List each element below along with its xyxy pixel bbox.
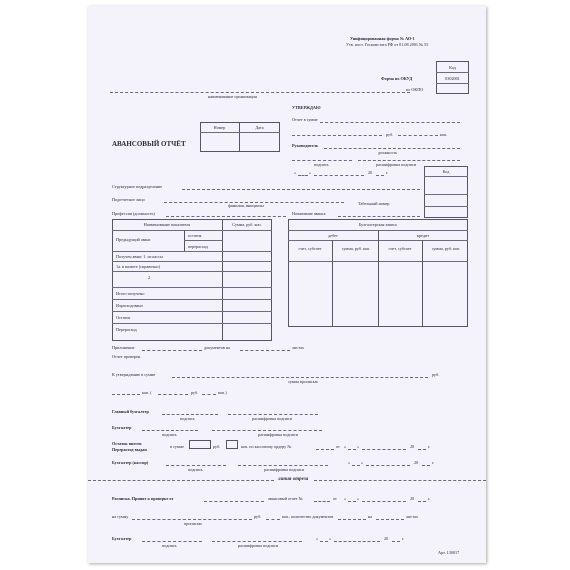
code-label: Код xyxy=(449,65,456,70)
org-line xyxy=(110,92,410,93)
head-label: Руководитель xyxy=(292,143,319,148)
lt-row: Получен аванс 1. из кассы xyxy=(116,254,163,259)
chief-acc-label: Главный бухгалтер xyxy=(112,409,149,414)
purpose-label: Назначение аванса xyxy=(292,211,326,216)
lt-row: Предыдущий аванс xyxy=(116,237,151,242)
appendix-label: Приложение xyxy=(112,345,135,350)
lt-row: 1а. в валюте (справочно) xyxy=(116,264,161,269)
cut-line-left xyxy=(88,480,274,481)
approve-title: УТВЕРЖДАЮ xyxy=(292,105,321,110)
sum-kop-box[interactable] xyxy=(226,440,238,449)
accountable-label: Подотчетное лицо xyxy=(112,197,145,202)
okud-label: Форма по ОКУД xyxy=(381,76,413,81)
lt-row: остаток xyxy=(188,233,202,238)
cut-line-right xyxy=(314,480,486,481)
lt-row: Перерасход xyxy=(116,327,137,332)
checked-label: Отчет проверен xyxy=(112,354,141,359)
balance-in-label: Остаток внесен xyxy=(112,441,142,446)
org-caption: наименование организации xyxy=(208,94,257,99)
okpo-label: по ОКПО xyxy=(406,87,424,92)
overspend-label: Перерасход выдан xyxy=(112,447,147,452)
lt-row: 2 xyxy=(148,275,151,280)
accountant-label: Бухгалтер xyxy=(112,425,132,430)
rt-credit: кредит xyxy=(416,233,430,238)
lt-header-name: Наименование показателя xyxy=(143,222,191,227)
doc-title: АВАНСОВЫЙ ОТЧЁТ xyxy=(112,140,186,148)
division-label: Структурное подразделение xyxy=(112,184,163,189)
lt-row: Остаток xyxy=(116,315,131,320)
rt-debit: дебет xyxy=(328,233,338,238)
approve-sum-label: К утверждению в сумме xyxy=(112,372,156,377)
okud-code: 0302001 xyxy=(445,76,460,81)
form-sheet: Унифицированная форма № АО-1 Утв. пост. Госкомстата РФ от 01.08.2001 № 55 Код 0302001 Форма по ОКУД по ОКПО наименование организации УТВЕРЖДАЮ Отчет в сумме руб. коп. Руководитель должность подпись расшифровка подписи « » 20 г. Номер Дата АВАНСОВЫЙ ОТЧЁТ Код Структурное подразделение Подотчетное лицо фамилия, инициалы Табельный номер Профессия (должность) Назначение аванса Наименование показателя Сумма, руб. коп. Предыдущий аванс остаток перерасход Получен аванс 1. из кассы 1а. в валюте (справочно) 2 Итого получено Израсходовано Остаток Перерасход Бухгалтерская запись дебет кредит счет, субсчет сумма, руб. коп. счет, субсчет сумма, руб. коп. Приложение документов на листах Отчет проверен К утверждению в сумме руб. сумма прописью коп. ( руб. коп.) Главный бухгалтер подпись расшифровка подписи Бухгалтер подпись расшифровка подписи Остаток внесен Перерасход выдан в сумме руб. коп. по кассовому ордеру № от « » 20 г. Бухгалтер (кассир) подпись расшифровка подписи « » 20 г. линия отреза Расписка. Принят к проверке от авансовый отчет № от « » 20 г. на сумму прописью руб. коп., количество документов на листах Бухгалтер подпись расшифровка подписи « » 20 г. Арт. 130017 xyxy=(88,6,486,563)
lt-row: Итого получено xyxy=(116,291,145,296)
cut-line-label: линия отреза xyxy=(278,477,309,482)
lt-header-sum: Сумма, руб. коп. xyxy=(232,222,262,227)
cashier-label: Бухгалтер (кассир) xyxy=(112,460,149,465)
report-sum-label: Отчет в сумме xyxy=(292,117,318,122)
lt-row: перерасход xyxy=(188,244,208,249)
receipt-label: Расписка. Принят к проверке от xyxy=(112,496,174,501)
number-col: Номер xyxy=(213,125,226,130)
lt-row: Израсходовано xyxy=(116,303,143,308)
date-col: Дата xyxy=(255,125,264,130)
form-name: Унифицированная форма № АО-1 xyxy=(350,36,415,41)
profession-label: Профессия (должность) xyxy=(112,211,155,216)
rt-title: Бухгалтерская запись xyxy=(358,222,398,227)
sum-rub-box[interactable] xyxy=(189,440,211,449)
form-approval: Утв. пост. Госкомстата РФ от 01.08.2001 № 55 xyxy=(346,42,429,47)
accountant-receipt-label: Бухгалтер xyxy=(112,536,132,541)
footer-code: Арт. 130017 xyxy=(438,550,460,555)
